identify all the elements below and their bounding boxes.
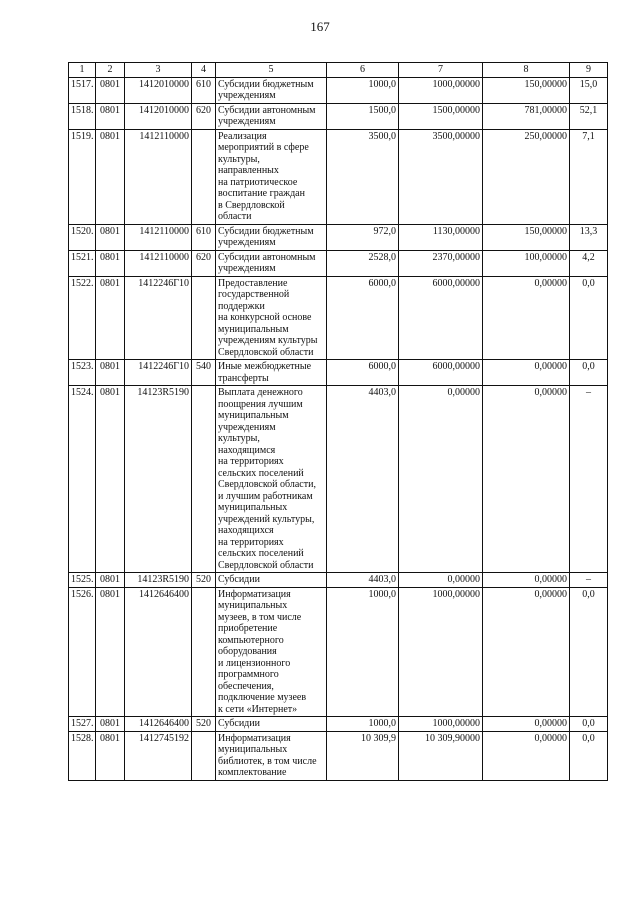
table-row	[69, 717, 608, 732]
article-code-cell: 1412646400	[125, 587, 192, 717]
value-col9-cell: 7,1	[570, 129, 608, 224]
item-name-line: музеев, в том числе	[218, 611, 302, 623]
item-name-line: направленных	[218, 165, 279, 176]
value-col8-cell: 0,00000	[483, 731, 570, 780]
value-col8-cell: 0,00000	[483, 573, 570, 588]
value-col9-cell: 0,0	[570, 717, 608, 732]
header-cell-3: 3	[125, 63, 192, 78]
article-code-cell: 1412745192	[125, 731, 192, 780]
value-col9-cell: 52,1	[570, 103, 608, 129]
header-cell-1: 1	[69, 63, 96, 78]
value-col9-cell: 0,0	[570, 731, 608, 780]
value-col6-cell: 1000,0	[327, 717, 399, 732]
expense-type-cell: 620	[192, 103, 216, 129]
value-col8-cell: 0,00000	[483, 276, 570, 360]
header-cell-6: 6	[327, 63, 399, 78]
value-col7-cell: 0,00000	[399, 573, 483, 588]
value-col9-cell: 15,0	[570, 77, 608, 103]
section-code-cell: 0801	[96, 587, 125, 717]
header-row	[69, 63, 608, 78]
expense-type-cell	[192, 386, 216, 573]
item-name-cell	[216, 250, 327, 276]
item-name-line: муниципальным	[218, 410, 289, 421]
item-name-line: мероприятий в сфере	[218, 142, 309, 153]
value-col9-cell: 4,2	[570, 250, 608, 276]
item-name-line: муниципальных	[218, 744, 288, 755]
item-name-line: библиотек, в том числе	[218, 755, 317, 767]
article-code-cell: 1412246Г10	[125, 276, 192, 360]
item-name-line: культуры,	[218, 153, 260, 165]
item-name-line: учреждениям	[218, 263, 276, 274]
value-col6-cell: 10 309,9	[327, 731, 399, 780]
item-name-line: на патриотическое	[218, 176, 298, 188]
value-col8-cell: 100,00000	[483, 250, 570, 276]
row-number-cell: 1519.	[69, 129, 96, 224]
section-code-cell: 0801	[96, 717, 125, 732]
expense-type-cell: 610	[192, 224, 216, 250]
expense-type-cell: 520	[192, 717, 216, 732]
item-name-line: Субсидии	[218, 574, 260, 585]
expense-type-cell	[192, 731, 216, 780]
table-row	[69, 731, 608, 780]
item-name-line: программного	[218, 669, 279, 680]
row-number-cell: 1525.	[69, 573, 96, 588]
value-col7-cell: 1000,00000	[399, 587, 483, 717]
value-col8-cell: 0,00000	[483, 717, 570, 732]
article-code-cell: 1412110000	[125, 250, 192, 276]
row-number-cell: 1520.	[69, 224, 96, 250]
item-name-line: Информатизация	[218, 732, 291, 744]
section-code-cell: 0801	[96, 77, 125, 103]
item-name-line: в Свердловской	[218, 199, 285, 211]
table-row	[69, 573, 608, 588]
value-col9-cell: –	[570, 573, 608, 588]
value-col7-cell: 10 309,90000	[399, 731, 483, 780]
section-code-cell: 0801	[96, 573, 125, 588]
row-number-cell: 1523.	[69, 360, 96, 386]
value-col8-cell: 781,00000	[483, 103, 570, 129]
value-col7-cell: 0,00000	[399, 386, 483, 573]
item-name-line: оборудования	[218, 646, 277, 657]
table-row	[69, 386, 608, 573]
table-row	[69, 129, 608, 224]
item-name-line: сельских поселений	[218, 467, 304, 479]
value-col8-cell: 0,00000	[483, 587, 570, 717]
article-code-cell: 1412110000	[125, 129, 192, 224]
value-col6-cell: 6000,0	[327, 360, 399, 386]
item-name-line: Субсидии автономным	[218, 104, 316, 116]
section-code-cell: 0801	[96, 386, 125, 573]
item-name-line: Реализация	[218, 130, 267, 142]
section-code-cell: 0801	[96, 103, 125, 129]
row-number-cell: 1522.	[69, 276, 96, 360]
row-number-cell: 1517.	[69, 77, 96, 103]
item-name-line: Субсидии	[218, 718, 260, 729]
table-body	[69, 77, 608, 780]
item-name-line: на конкурсной основе	[218, 312, 312, 323]
value-col9-cell: 13,3	[570, 224, 608, 250]
row-number-cell: 1526.	[69, 587, 96, 717]
value-col9-cell: 0,0	[570, 587, 608, 717]
value-col6-cell: 2528,0	[327, 250, 399, 276]
row-number-cell: 1521.	[69, 250, 96, 276]
article-code-cell: 1412010000	[125, 103, 192, 129]
item-name-cell	[216, 103, 327, 129]
section-code-cell: 0801	[96, 360, 125, 386]
value-col6-cell: 1000,0	[327, 77, 399, 103]
item-name-line: Свердловской области,	[218, 479, 316, 490]
item-name-line: муниципальным	[218, 323, 289, 335]
expense-type-cell: 610	[192, 77, 216, 103]
table-header	[69, 63, 608, 78]
table-row	[69, 224, 608, 250]
article-code-cell: 14123R5190	[125, 386, 192, 573]
item-name-line: Свердловской области	[218, 559, 314, 571]
header-cell-4: 4	[192, 63, 216, 78]
item-name-cell	[216, 573, 327, 588]
expense-type-cell	[192, 587, 216, 717]
item-name-line: находящимся	[218, 444, 276, 456]
item-name-cell	[216, 77, 327, 103]
item-name-cell	[216, 276, 327, 360]
header-cell-8: 8	[483, 63, 570, 78]
value-col8-cell: 0,00000	[483, 360, 570, 386]
value-col7-cell: 6000,00000	[399, 276, 483, 360]
item-name-line: приобретение	[218, 623, 278, 634]
item-name-line: Иные межбюджетные	[218, 361, 312, 372]
value-col7-cell: 1500,00000	[399, 103, 483, 129]
item-name-line: учреждений культуры,	[218, 513, 315, 525]
article-code-cell: 1412246Г10	[125, 360, 192, 386]
expense-type-cell	[192, 129, 216, 224]
item-name-line: поддержки	[218, 300, 265, 312]
item-name-cell	[216, 587, 327, 717]
item-name-line: и лучшим работникам	[218, 490, 313, 502]
item-name-line: находящихся	[218, 525, 274, 536]
value-col7-cell: 3500,00000	[399, 129, 483, 224]
value-col9-cell: 0,0	[570, 276, 608, 360]
item-name-cell	[216, 731, 327, 780]
value-col8-cell: 250,00000	[483, 129, 570, 224]
table-row	[69, 587, 608, 717]
article-code-cell: 14123R5190	[125, 573, 192, 588]
table-row	[69, 250, 608, 276]
item-name-line: к сети «Интернет»	[218, 703, 298, 715]
item-name-line: Предоставление	[218, 277, 288, 289]
value-col6-cell: 1500,0	[327, 103, 399, 129]
page-number: 167	[310, 19, 330, 34]
item-name-line: комплектование	[218, 767, 287, 778]
value-col6-cell: 4403,0	[327, 386, 399, 573]
expense-type-cell: 540	[192, 360, 216, 386]
value-col6-cell: 4403,0	[327, 573, 399, 588]
item-name-line: трансферты	[218, 372, 269, 384]
item-name-cell	[216, 717, 327, 732]
item-name-cell	[216, 360, 327, 386]
item-name-line: муниципальных	[218, 502, 288, 513]
row-number-cell: 1528.	[69, 731, 96, 780]
item-name-line: сельских поселений	[218, 548, 304, 559]
header-cell-5: 5	[216, 63, 327, 78]
value-col7-cell: 1000,00000	[399, 717, 483, 732]
item-name-cell	[216, 224, 327, 250]
item-name-line: Субсидии автономным	[218, 251, 316, 263]
item-name-line: учреждениям	[218, 421, 276, 433]
section-code-cell: 0801	[96, 731, 125, 780]
value-col9-cell: 0,0	[570, 360, 608, 386]
value-col6-cell: 3500,0	[327, 129, 399, 224]
expense-type-cell	[192, 276, 216, 360]
value-col8-cell: 150,00000	[483, 77, 570, 103]
item-name-line: на территориях	[218, 456, 284, 467]
item-name-cell	[216, 129, 327, 224]
item-name-line: Субсидии бюджетным	[218, 78, 314, 90]
table-row	[69, 276, 608, 360]
value-col6-cell: 972,0	[327, 224, 399, 250]
article-code-cell: 1412646400	[125, 717, 192, 732]
item-name-line: учреждениям	[218, 90, 276, 101]
table-row	[69, 77, 608, 103]
row-number-cell: 1524.	[69, 386, 96, 573]
item-name-cell	[216, 386, 327, 573]
header-cell-9: 9	[570, 63, 608, 78]
value-col8-cell: 0,00000	[483, 386, 570, 573]
item-name-line: муниципальных	[218, 600, 288, 611]
table-row	[69, 103, 608, 129]
value-col8-cell: 150,00000	[483, 224, 570, 250]
article-code-cell: 1412010000	[125, 77, 192, 103]
item-name-line: Свердловской области	[218, 346, 314, 358]
item-name-line: воспитание граждан	[218, 188, 305, 199]
item-name-line: на территориях	[218, 536, 284, 548]
item-name-line: и лицензионного	[218, 657, 291, 669]
item-name-line: учреждениям	[218, 116, 276, 127]
item-name-line: учреждениям культуры	[218, 335, 318, 346]
table-row	[69, 360, 608, 386]
row-number-cell: 1518.	[69, 103, 96, 129]
value-col6-cell: 1000,0	[327, 587, 399, 717]
value-col7-cell: 6000,00000	[399, 360, 483, 386]
expense-type-cell: 620	[192, 250, 216, 276]
header-cell-7: 7	[399, 63, 483, 78]
item-name-line: Выплата денежного	[218, 387, 303, 398]
item-name-line: поощрения лучшим	[218, 398, 303, 410]
item-name-line: подключение музеев	[218, 692, 307, 703]
section-code-cell: 0801	[96, 250, 125, 276]
article-code-cell: 1412110000	[125, 224, 192, 250]
item-name-line: государственной	[218, 289, 290, 300]
expense-type-cell: 520	[192, 573, 216, 588]
budget-table	[68, 62, 608, 781]
value-col7-cell: 1130,00000	[399, 224, 483, 250]
value-col9-cell: –	[570, 386, 608, 573]
item-name-line: компьютерного	[218, 634, 284, 646]
header-cell-2: 2	[96, 63, 125, 78]
item-name-line: области	[218, 211, 252, 222]
item-name-line: обеспечения,	[218, 680, 274, 692]
section-code-cell: 0801	[96, 276, 125, 360]
section-code-cell: 0801	[96, 224, 125, 250]
section-code-cell: 0801	[96, 129, 125, 224]
item-name-line: учреждениям	[218, 237, 276, 248]
value-col6-cell: 6000,0	[327, 276, 399, 360]
item-name-line: Информатизация	[218, 588, 291, 600]
value-col7-cell: 1000,00000	[399, 77, 483, 103]
row-number-cell: 1527.	[69, 717, 96, 732]
item-name-line: Субсидии бюджетным	[218, 225, 314, 237]
item-name-line: культуры,	[218, 433, 260, 444]
value-col7-cell: 2370,00000	[399, 250, 483, 276]
